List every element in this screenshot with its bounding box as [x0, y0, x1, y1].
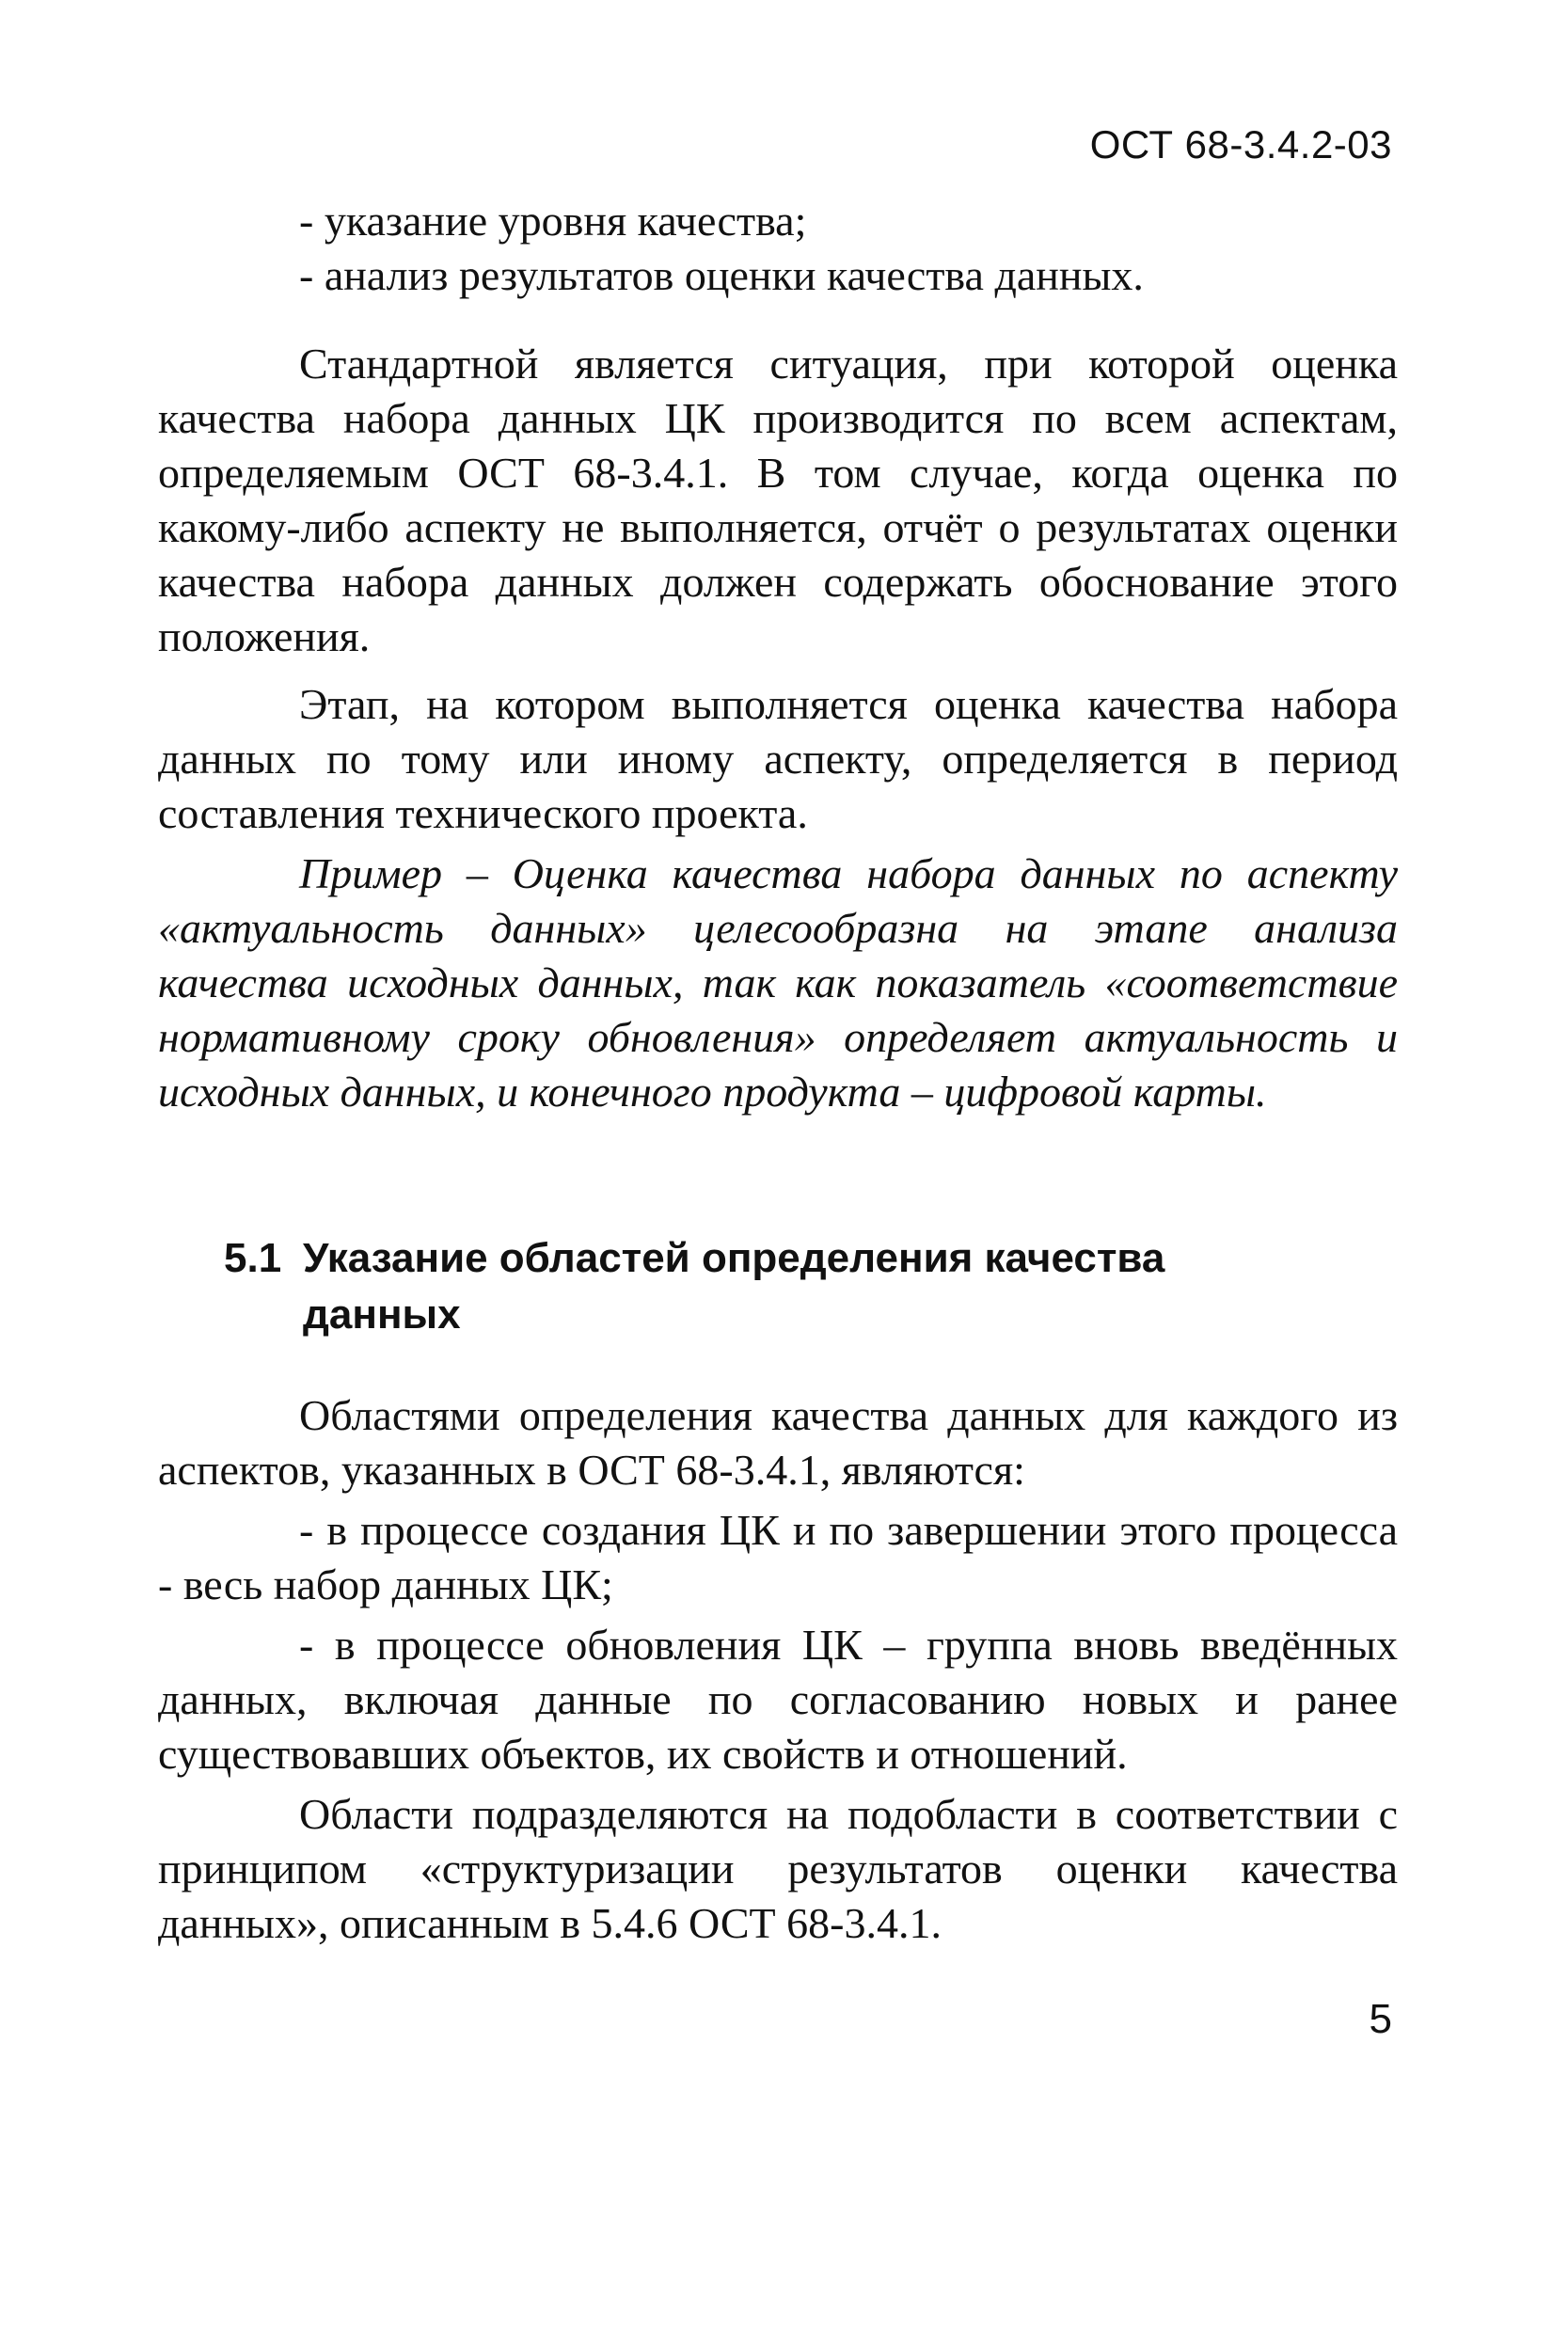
section-number: 5.1	[224, 1235, 282, 1281]
section-list-item: - в процессе создания ЦК и по завершении этого процесса - весь набор данных ЦК;	[158, 1506, 1398, 1608]
list-item: - анализ результатов оценки качества данных.	[299, 251, 1144, 299]
example-note: Пример – Оценка качества набора данных по аспекту «актуальность данных» целесообразна на этапе анализа качества исходных данных, так как показатель «соответствие нормативному сроку обновления» определяет актуальность и исходных данных, и конечного продукта – цифровой карты.	[158, 849, 1398, 1116]
section-title-line1: Указание областей определения качества	[303, 1235, 1165, 1281]
section-title-line2: данных	[303, 1291, 461, 1338]
page-content	[158, 194, 1398, 1951]
section-intro: Областями определения качества данных для каждого из аспектов, указанных в ОСТ 68-3.4.1, являются:	[158, 1391, 1398, 1494]
section-closing: Области подразделяются на подобласти в соответствии с принципом «структуризации результатов оценки качества данных», описанным в 5.4.6 ОСТ 68-3.4.1.	[158, 1790, 1398, 1947]
paragraph-stage: Этап, на котором выполняется оценка качества набора данных по тому или иному аспекту, определяется в период составления технического проекта.	[158, 680, 1398, 837]
page-number: 5	[1369, 1996, 1392, 2042]
paragraph-standard-situation: Стандартной является ситуация, при которой оценка качества набора данных ЦК производится по всем аспектам, определяемым ОСТ 68-3.4.1. В том случае, когда оценка по какому-либо аспекту не выполняется, отчёт о результатах оценки качества набора данных должен содержать обоснование этого положения.	[158, 340, 1398, 660]
section-list-item: - в процессе обновления ЦК – группа вновь введённых данных, включая данные по согласованию новых и ранее существовавших объектов, их свойств и отношений.	[158, 1621, 1398, 1778]
list-item: - указание уровня качества;	[299, 197, 807, 245]
section-heading	[224, 1230, 1306, 1343]
document-code: ОСТ 68-3.4.2-03	[1089, 122, 1392, 166]
